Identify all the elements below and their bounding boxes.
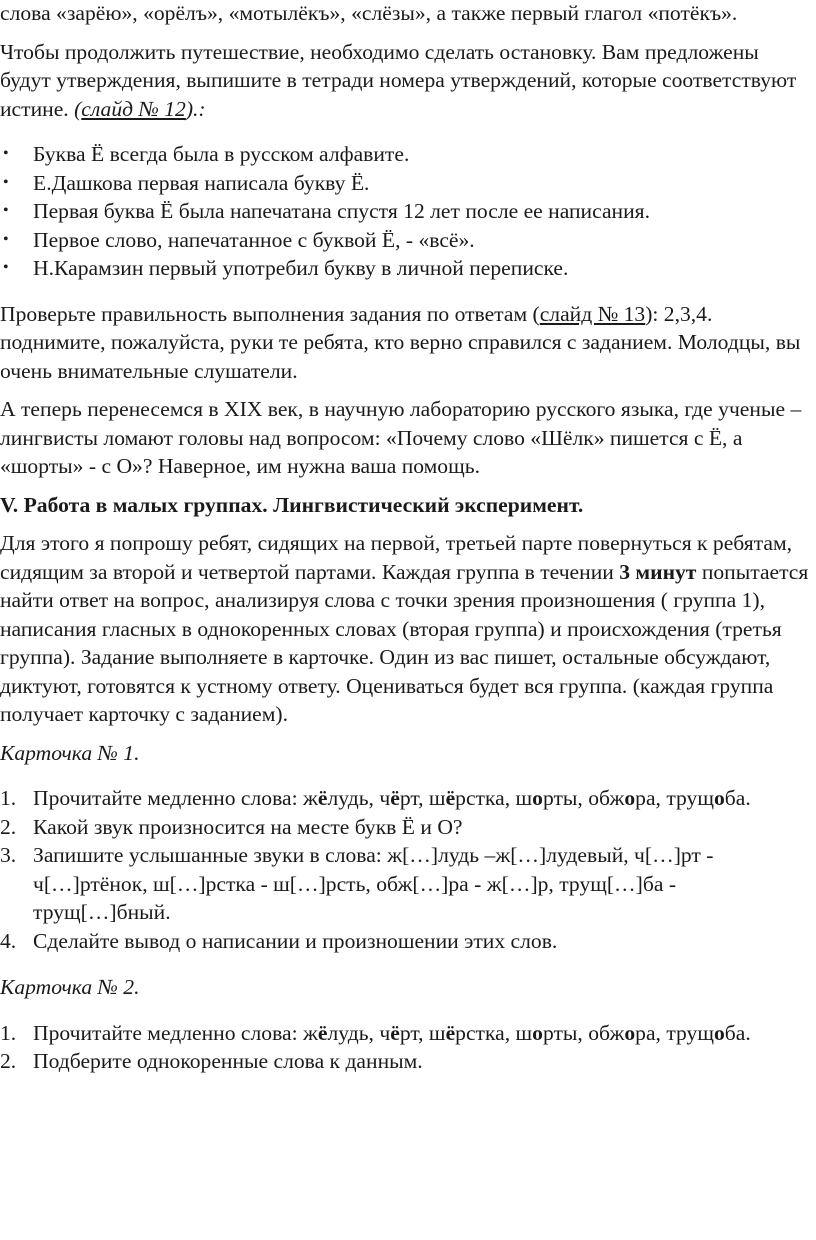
text-run: рстка, ш: [455, 786, 533, 810]
text-run: ба.: [724, 1020, 751, 1045]
list-item: [0, 841, 812, 927]
paragraph-groups-after: попытается найти ответ на вопрос, анализируя слова с точки зрения произношения ( группа 1), написания гласных в однокоренных словах (вторая группа) и происхождения (третья группа). Задание выполняете в карточке. Один из вас пишет, остальные обсуждают, диктуют, готовятся к устному ответу. Оцениваться будет вся группа. (каждая группа получает карточку с заданием).: [0, 559, 809, 726]
item-number: 2.: [0, 814, 17, 839]
text-run: рт, ш: [399, 1020, 446, 1045]
item-text: Какой звук произносится на месте букв Ё и О?: [33, 814, 463, 839]
item-text: Запишите услышанные звуки в слова: ж[…]лудь –ж[…]лудевый, ч[…]рт - ч[…]ртёнок, ш[…]рстка - ш[…]рсть, обж[…]ра - ж[…]р, трущ[…]ба - трущ[…]бный.: [33, 843, 714, 924]
card-1-title: Карточка № 1.: [0, 740, 140, 765]
stressed-letter: ё: [317, 786, 328, 810]
slide-ref-tail: ).:: [185, 96, 206, 121]
list-item: [0, 1019, 812, 1048]
stressed-letter: о: [624, 1020, 636, 1045]
stressed-letter: о: [714, 1020, 725, 1045]
text-run: рты, обж: [542, 1020, 625, 1045]
stressed-letter: о: [624, 786, 636, 810]
text-run: лудь, ч: [327, 1020, 391, 1045]
item-number: 3.: [0, 843, 17, 867]
stressed-letter: ё: [445, 786, 456, 810]
stressed-letter: о: [532, 1020, 543, 1045]
paragraph-check-after: ): 2,3,4. поднимите, пожалуйста, руки те ребята, кто верно справился с заданием. Молодцы, вы очень внимательные слушатели.: [0, 301, 801, 383]
stressed-letter: ё: [390, 786, 400, 810]
paragraph-check-before: Проверьте правильность выполнения задания по ответам (: [0, 301, 540, 326]
item-text: Подберите однокоренные слова к данным.: [33, 1049, 423, 1073]
text-run: рт, ш: [399, 786, 446, 810]
paragraph-check: [0, 300, 812, 386]
list-item: [0, 784, 812, 813]
paragraph-intro: слова «зарёю», «орёлъ», «мотылёкъ», «слёзы», а также первый глагол «потёкъ».: [0, 1, 738, 25]
item-number: 4.: [0, 928, 17, 953]
stressed-letter: ё: [445, 1020, 456, 1045]
slide-ref-open: (: [74, 96, 82, 121]
paragraph-stop-text: Чтобы продолжить путешествие, необходимо сделать остановку. Вам предложены будут утверждения, выпишите в тетради номера утверждений, которые соответствуют истине.: [0, 39, 797, 121]
slide-13-link[interactable]: слайд № 13: [539, 301, 646, 326]
card-2-list: [0, 1019, 812, 1076]
text-run: Прочитайте медленно слова: ж: [33, 786, 318, 810]
paragraph-century: А теперь перенесемся в XIX век, в научную лабораторию русского языка, где ученые – лингвисты ломают головы над вопросом: «Почему слово «Шёлк» пишется с Ё, а «шорты» - с О»? Наверное, им нужна ваша помощь.: [0, 397, 802, 478]
text-run: ра, трущ: [635, 786, 714, 810]
statements-list: [0, 140, 812, 283]
item-number: 1.: [0, 786, 17, 810]
text-run: ра, трущ: [635, 1020, 714, 1045]
list-item: • Буква Ё всегда была в русском алфавите.: [33, 140, 812, 169]
item-number: 2.: [0, 1049, 17, 1073]
stressed-letter: ё: [317, 1020, 328, 1045]
list-item: • Первое слово, напечатанное с буквой Ё, - «всё».: [33, 226, 812, 255]
text-run: рстка, ш: [455, 1020, 533, 1045]
stressed-letter: о: [532, 786, 543, 810]
section-heading: V. Работа в малых группах. Лингвистический эксперимент.: [0, 492, 584, 517]
list-item: [0, 813, 812, 842]
item-number: 1.: [0, 1020, 17, 1045]
time-limit: 3 минут: [619, 559, 697, 584]
stressed-letter: о: [714, 786, 725, 810]
list-item: • Первая буква Ё была напечатана спустя 12 лет после ее написания.: [33, 197, 812, 226]
paragraph-stop: [0, 38, 812, 124]
list-item: [0, 1047, 812, 1076]
text-run: лудь, ч: [327, 786, 391, 810]
list-item: • Е.Дашкова первая написала букву Ё.: [33, 169, 812, 198]
text-run: ба.: [724, 786, 751, 810]
text-run: рты, обж: [542, 786, 625, 810]
list-item: [0, 927, 812, 956]
paragraph-groups-before: Для этого я попрошу ребят, сидящих на первой, третьей парте повернуться к ребятам, сидящим за второй и четвертой партами. Каждая группа в течении: [0, 531, 793, 584]
slide-12-link[interactable]: слайд № 12: [81, 96, 186, 121]
card-2-title: Карточка № 2.: [0, 975, 140, 999]
paragraph-groups: [0, 529, 812, 729]
list-item: • Н.Карамзин первый употребил букву в личной переписке.: [33, 254, 812, 283]
text-run: Прочитайте медленно слова: ж: [33, 1020, 318, 1045]
card-1-list: [0, 784, 812, 955]
item-text: Сделайте вывод о написании и произношении этих слов.: [33, 928, 558, 953]
stressed-letter: ё: [390, 1020, 400, 1045]
